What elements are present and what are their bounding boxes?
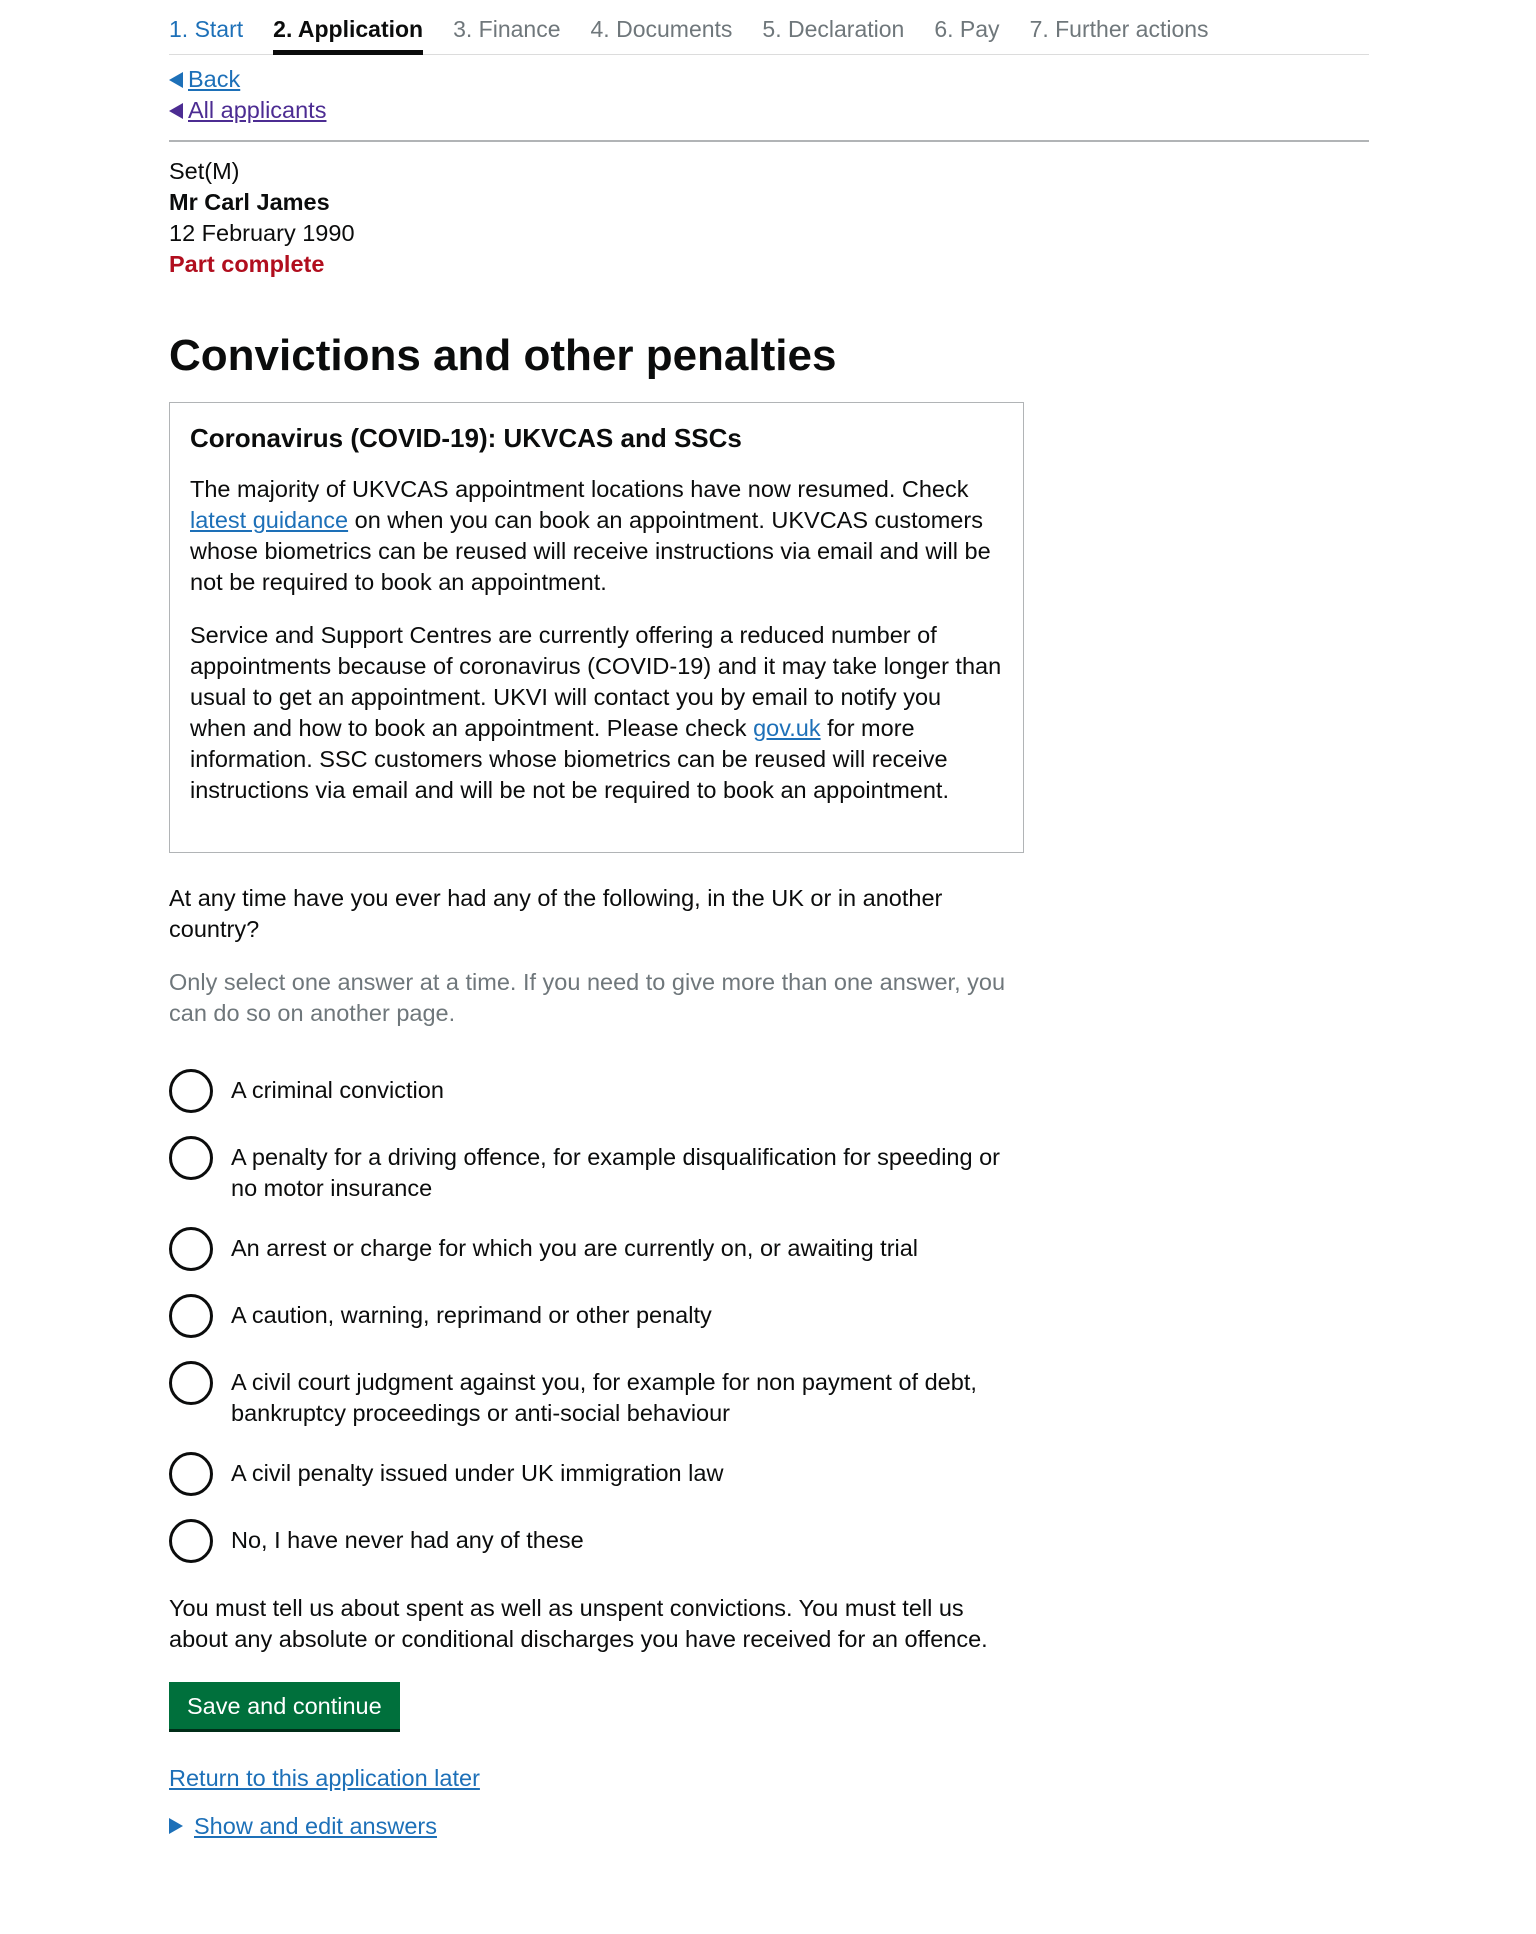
- step-documents: 4. Documents: [590, 16, 733, 42]
- step-finance: 3. Finance: [453, 16, 561, 42]
- penalty-radio-group: [169, 1069, 1024, 1563]
- show-edit-answers-row[interactable]: [169, 1811, 1369, 1842]
- radio-label[interactable]: A penalty for a driving offence, for example disqualification for speeding or no motor insurance: [231, 1143, 1000, 1201]
- latest-guidance-link[interactable]: latest guidance: [190, 506, 349, 533]
- return-later-link[interactable]: Return to this application later: [169, 1764, 480, 1791]
- back-links: [169, 55, 1369, 142]
- back-link-row: [169, 64, 1369, 95]
- radio-circle-icon[interactable]: [169, 1227, 213, 1271]
- step-further-actions: 7. Further actions: [1029, 16, 1209, 42]
- radio-arrest-or-charge[interactable]: [169, 1227, 1024, 1271]
- radio-criminal-conviction[interactable]: [169, 1069, 1024, 1113]
- notice-text: for more information. SSC customers whose biometrics can be reused will receive instructions via email and will be not be required to book an appointment.: [190, 714, 949, 803]
- radio-label[interactable]: A caution, warning, reprimand or other penalty: [231, 1301, 712, 1328]
- notice-text: Service and Support Centres are currently offering a reduced number of appointments because of coronavirus (COVID-19) and it may take longer than usual to get an appointment. UKVI will contact you by email to notify you when and how to book an appointment. Please check: [190, 621, 1002, 741]
- radio-civil-penalty-immigration[interactable]: [169, 1452, 1024, 1496]
- return-later-row: [169, 1763, 1369, 1794]
- step-pay: 6. Pay: [934, 16, 1000, 42]
- radio-caution-warning[interactable]: [169, 1294, 1024, 1338]
- all-applicants-link[interactable]: All applicants: [188, 97, 327, 123]
- step-declaration: 5. Declaration: [762, 16, 905, 42]
- applicant-summary: [169, 156, 1369, 280]
- notice-paragraph-ukvcas: [190, 474, 1003, 598]
- notice-text: The majority of UKVCAS appointment locations have now resumed. Check: [190, 475, 969, 502]
- radio-circle-icon[interactable]: [169, 1361, 213, 1405]
- radio-label[interactable]: A civil penalty issued under UK immigration law: [231, 1459, 724, 1486]
- show-edit-answers-link[interactable]: Show and edit answers: [194, 1812, 437, 1839]
- back-link[interactable]: Back: [188, 66, 241, 92]
- caret-left-icon: [169, 103, 183, 119]
- radio-label[interactable]: A criminal conviction: [231, 1076, 444, 1103]
- applicant-set: Set(M): [169, 158, 240, 184]
- radio-circle-icon[interactable]: [169, 1294, 213, 1338]
- page-title: Convictions and other penalties: [169, 331, 837, 380]
- radio-label[interactable]: A civil court judgment against you, for example for non payment of debt, bankruptcy proceedings or anti-social behaviour: [231, 1368, 977, 1426]
- covid-notice-panel: [169, 402, 1024, 852]
- radio-label[interactable]: No, I have never had any of these: [231, 1526, 584, 1553]
- radio-circle-icon[interactable]: [169, 1519, 213, 1563]
- question-text: At any time have you ever had any of the following, in the UK or in another country?: [169, 884, 943, 942]
- convictions-note: You must tell us about spent as well as unspent convictions. You must tell us about any absolute or conditional discharges you have received for an offence.: [169, 1594, 988, 1652]
- radio-circle-icon[interactable]: [169, 1136, 213, 1180]
- radio-civil-court-judgment[interactable]: [169, 1361, 1024, 1429]
- gov-uk-link[interactable]: gov.uk: [753, 714, 821, 741]
- notice-paragraph-ssc: [190, 620, 1003, 806]
- applicant-name: Mr Carl James: [169, 189, 330, 215]
- radio-driving-penalty[interactable]: [169, 1136, 1024, 1204]
- caret-left-icon: [169, 72, 183, 88]
- step-application[interactable]: 2. Application: [273, 0, 423, 54]
- question-hint: Only select one answer at a time. If you need to give more than one answer, you can do so on another page.: [169, 968, 1006, 1026]
- page-container: [169, 0, 1369, 1842]
- radio-label[interactable]: An arrest or charge for which you are currently on, or awaiting trial: [231, 1234, 919, 1261]
- all-applicants-row: [169, 95, 1369, 126]
- radio-circle-icon[interactable]: [169, 1452, 213, 1496]
- applicant-dob: 12 February 1990: [169, 220, 355, 246]
- step-start[interactable]: 1. Start: [169, 16, 244, 42]
- radio-none-of-these[interactable]: [169, 1519, 1024, 1563]
- step-navigation: [169, 0, 1369, 55]
- caret-right-icon[interactable]: [169, 1818, 183, 1834]
- radio-circle-icon[interactable]: [169, 1069, 213, 1113]
- save-and-continue-button[interactable]: Save and continue: [169, 1682, 400, 1729]
- notice-text: on when you can book an appointment. UKVCAS customers whose biometrics can be reused will receive instructions via email and will be not be required to book an appointment.: [190, 506, 991, 595]
- status-badge: Part complete: [169, 251, 325, 277]
- notice-title: Coronavirus (COVID-19): UKVCAS and SSCs: [190, 423, 742, 454]
